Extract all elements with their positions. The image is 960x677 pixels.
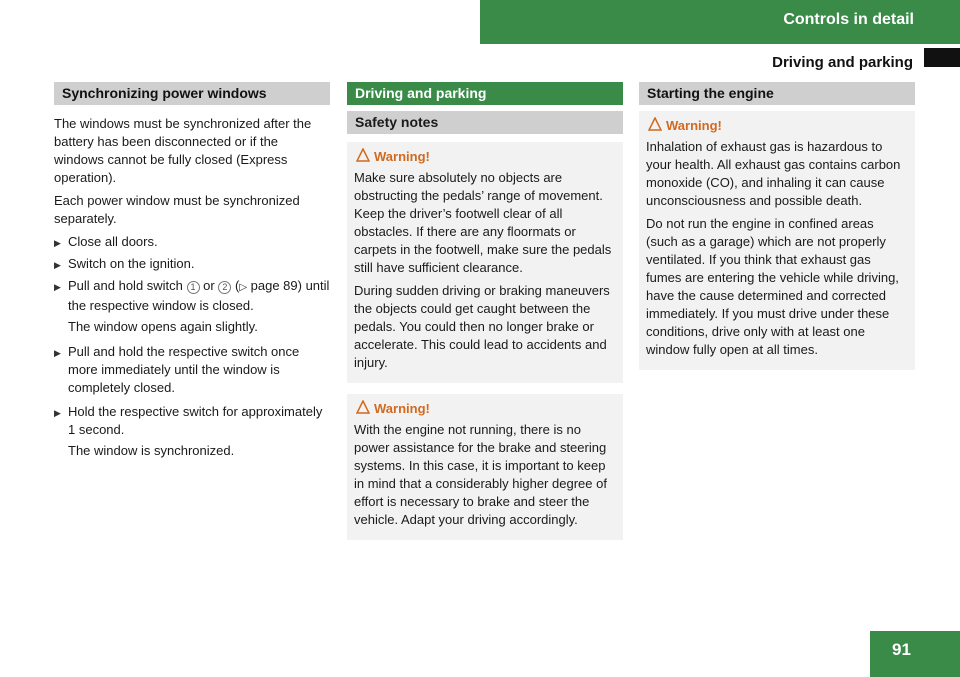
- arrow-right-icon: ▶: [54, 260, 61, 270]
- warning-title: [354, 400, 616, 418]
- section-heading: Synchronizing power windows: [54, 82, 330, 105]
- warning-title: [354, 148, 616, 166]
- arrow-right-icon: ▶: [54, 282, 61, 292]
- step-item: [54, 233, 330, 252]
- triangle-right-icon: ▷: [239, 282, 248, 293]
- header-band: [480, 0, 960, 44]
- page-number: 91: [892, 640, 911, 659]
- arrow-right-icon: ▶: [54, 408, 61, 418]
- switch-2-badge: 2: [218, 281, 231, 294]
- step-text: Hold the respective switch for approximately 1 second.: [68, 404, 323, 437]
- step-text-part: (: [234, 278, 240, 293]
- page-number-badge: [870, 631, 960, 677]
- chapter-tab: [924, 48, 960, 67]
- step-result: The window opens again slightly.: [68, 319, 258, 334]
- step-item: [54, 403, 330, 439]
- section-heading: Driving and parking: [347, 82, 623, 105]
- paragraph: Inhalation of exhaust gas is hazardous to your health. All exhaust gas contains carbon monoxide (CO), and inhaling it can cause unconsciousness and possible death.: [646, 139, 901, 208]
- page-reference[interactable]: page 89) until the respective window is closed.: [68, 278, 330, 313]
- paragraph: During sudden driving or braking maneuvers the objects could get caught between the pedals. You could then no longer brake or accelerate. This could lead to accidents and injury.: [354, 283, 610, 370]
- column-synchronizing: [54, 82, 330, 467]
- step-text-part: or: [203, 278, 215, 293]
- subsection-heading: Safety notes: [347, 111, 623, 134]
- warning-title-text: Warning!: [374, 149, 430, 164]
- subsection-title: Driving and parking: [772, 54, 913, 71]
- step-text: [68, 277, 330, 315]
- step-item: [54, 343, 330, 397]
- column-starting-engine: [639, 82, 915, 370]
- warning-triangle-icon: [356, 148, 370, 162]
- step-text-part: Pull and hold switch: [68, 278, 183, 293]
- arrow-right-icon: ▶: [54, 348, 61, 358]
- step-text: Switch on the ignition.: [68, 256, 195, 271]
- warning-box: [347, 142, 623, 383]
- warning-triangle-icon: [356, 400, 370, 414]
- section-title: Controls in detail: [783, 11, 914, 28]
- warning-title: [646, 117, 908, 135]
- paragraph: The windows must be synchronized after the battery has been disconnected or if the windows cannot be fully closed (Express operation).: [54, 116, 312, 185]
- step-item: [54, 255, 330, 274]
- arrow-right-icon: ▶: [54, 238, 61, 248]
- step-item: [54, 277, 330, 315]
- paragraph: With the engine not running, there is no power assistance for the brake and steering systems. In this case, it is important to keep in mind that a considerably higher degree of effort is necessary to brake and steer the vehicle. Adapt your driving accordingly.: [354, 422, 607, 527]
- section-heading: Starting the engine: [639, 82, 915, 105]
- section-body: [54, 105, 330, 460]
- step-text: Pull and hold the respective switch once more immediately until the window is completely closed.: [68, 344, 300, 395]
- warning-box: [347, 394, 623, 540]
- warning-title-text: Warning!: [374, 401, 430, 416]
- warning-box: [639, 111, 915, 370]
- paragraph: Each power window must be synchronized separately.: [54, 193, 300, 226]
- paragraph: Make sure absolutely no objects are obstructing the pedals’ range of movement. Keep the driver’s footwell clear of all obstacles. If there are any floormats or carpets in the footwell, make sure the pedals still have sufficient clearance.: [354, 170, 612, 275]
- switch-1-badge: 1: [187, 281, 200, 294]
- warning-title-text: Warning!: [666, 118, 722, 133]
- warning-triangle-icon: [648, 117, 662, 131]
- step-result: The window is synchronized.: [68, 443, 235, 458]
- step-text: Close all doors.: [68, 234, 158, 249]
- paragraph: Do not run the engine in confined areas (such as a garage) which are not properly ventilated. If you think that exhaust gas fumes are entering the vehicle while driving, have the cause determined and corrected immediately. If you must drive under these conditions, drive only with at least one window fully open at all times.: [646, 216, 899, 357]
- column-driving-parking: [347, 82, 623, 540]
